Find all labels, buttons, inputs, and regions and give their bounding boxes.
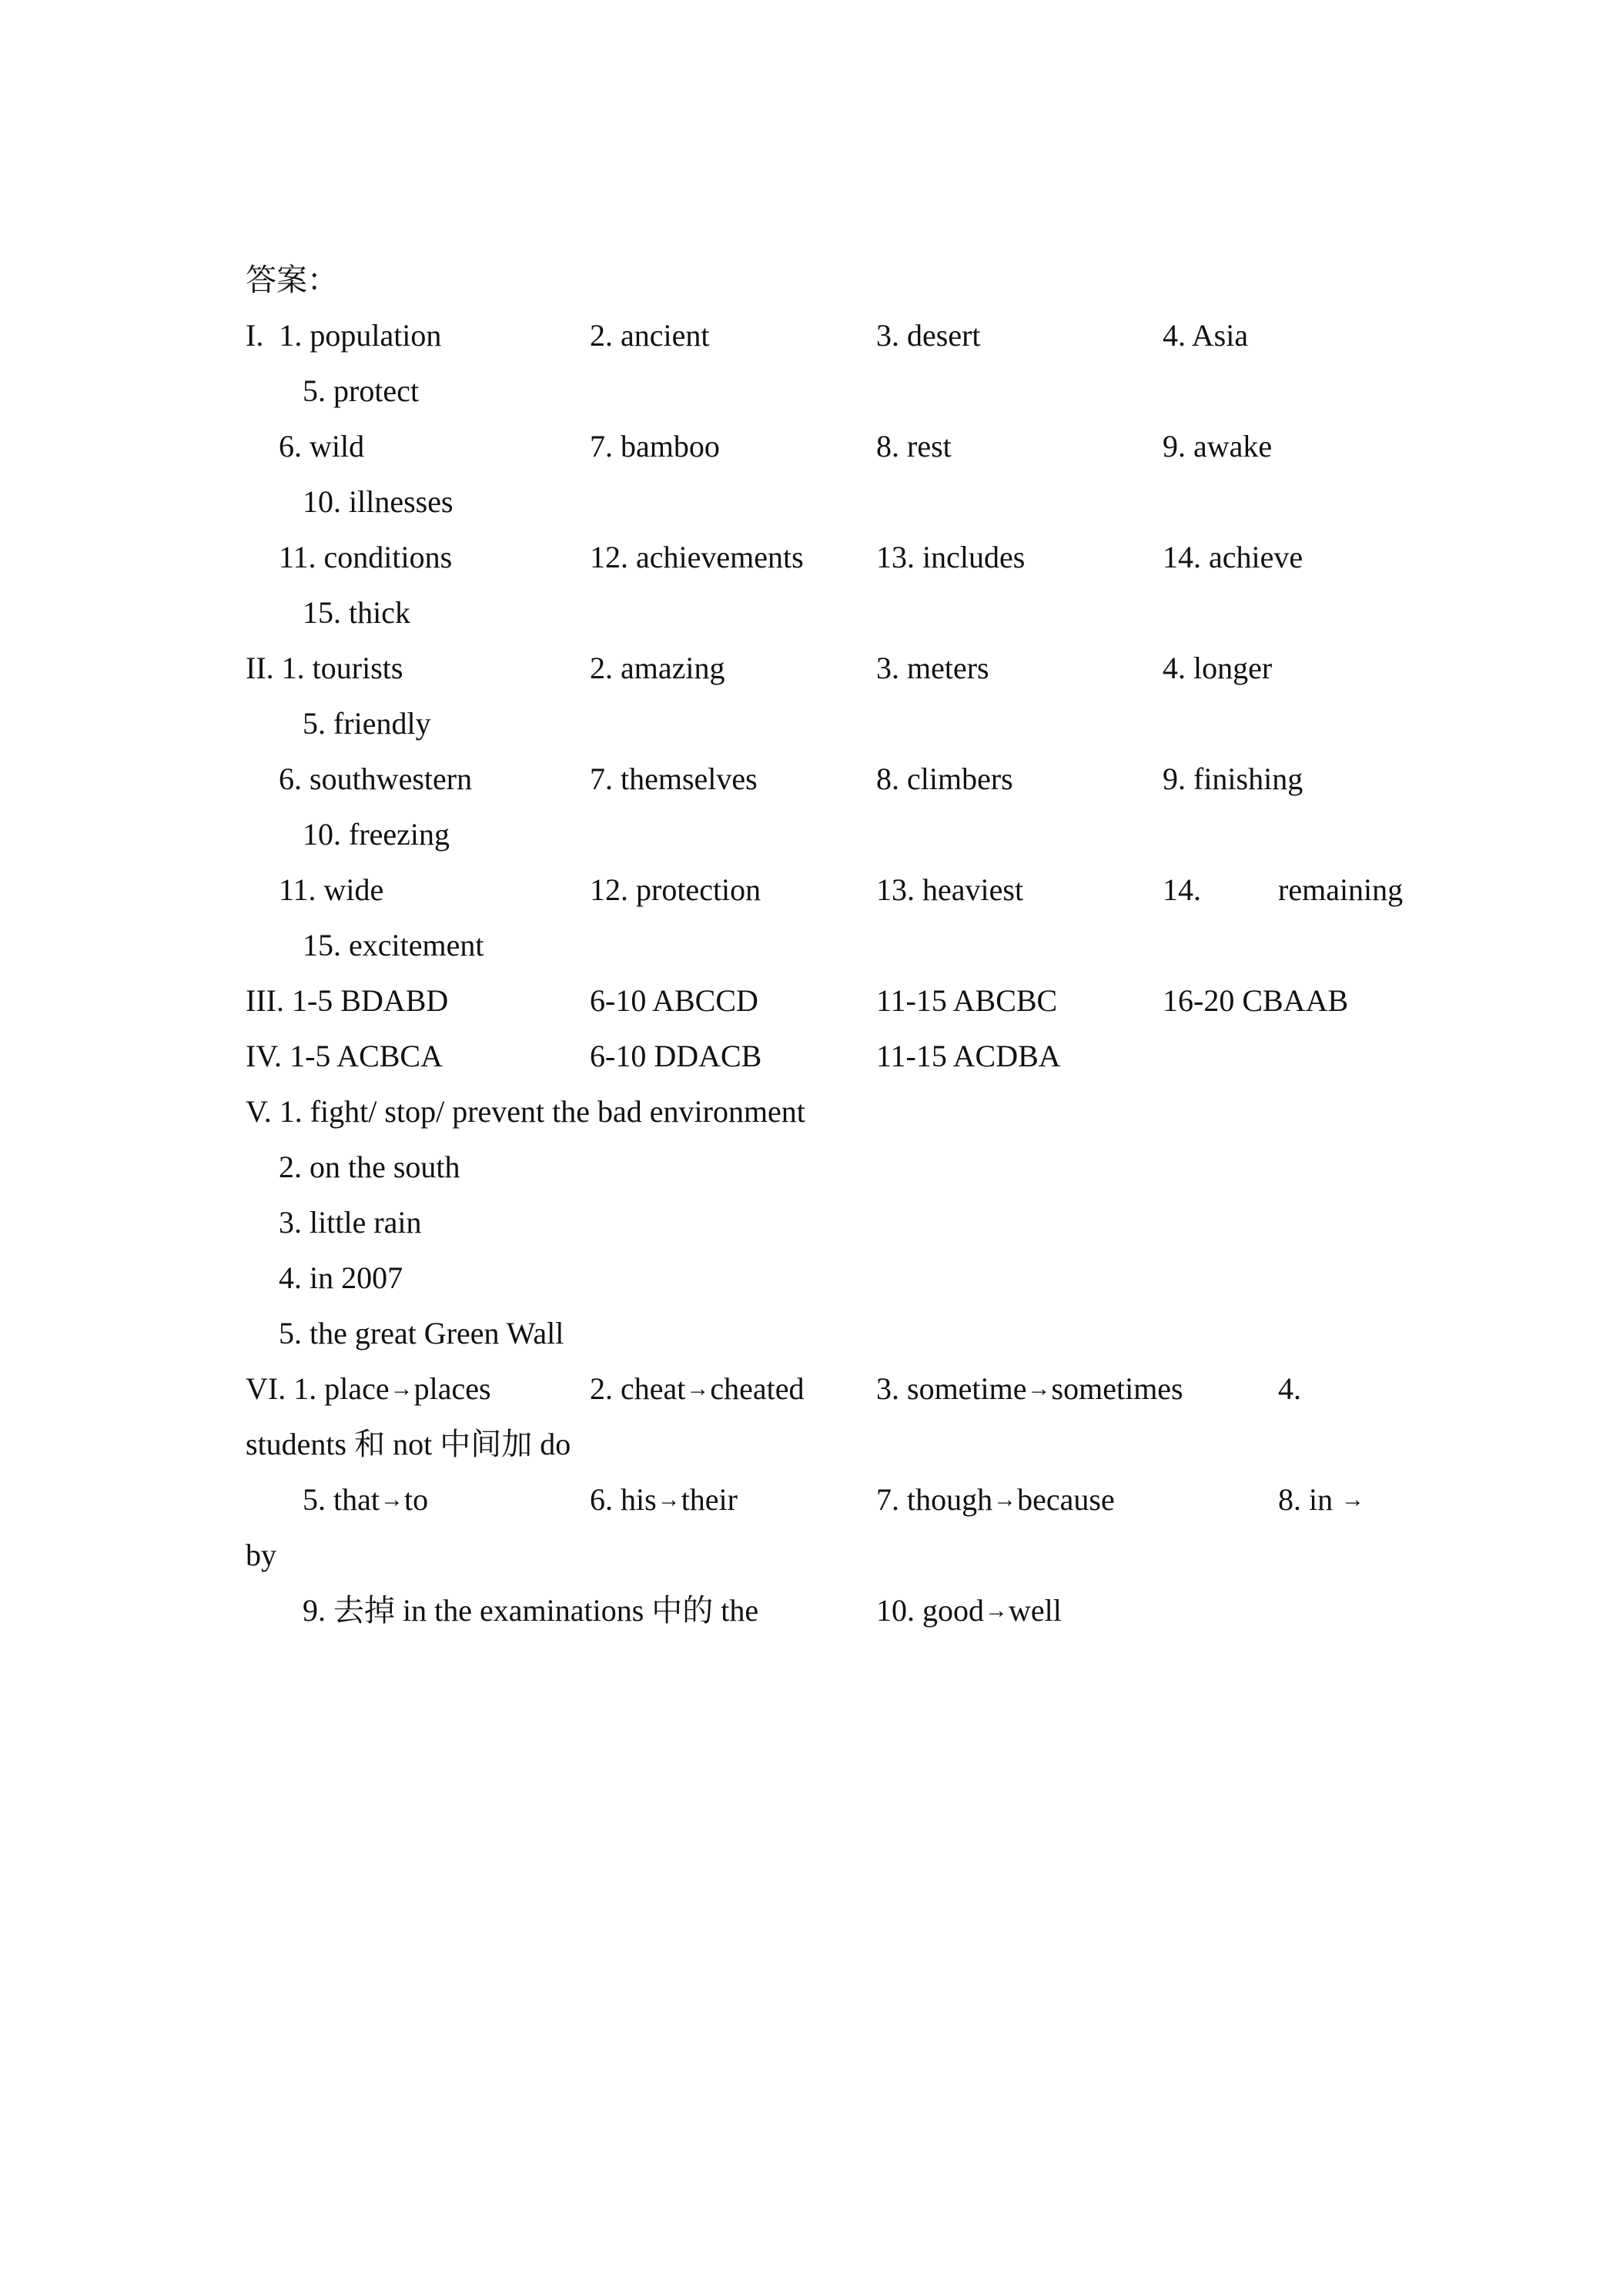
correction-item: 9. 去掉 in the examinations 中的 the [303,1593,759,1628]
answer-item: 3. meters [876,651,989,685]
correction-to: by [246,1538,276,1572]
answer-item: 2. amazing [590,651,725,685]
answer-item: 1-5 BDABD [291,983,449,1018]
answer-item: 1. tourists [281,651,403,685]
correction-item [876,1594,1062,1631]
correction-to: cheated [710,1371,805,1406]
answer-heading: 答案： [246,263,338,297]
answer-item: 11-15 ACDBA [876,1039,1061,1073]
answer-item: 10. illnesses [303,484,453,519]
answer-item: 7. themselves [590,761,758,796]
correction-to: to [403,1482,429,1517]
arrow-right-icon: → [390,1376,413,1401]
answer-item: 9. awake [1163,429,1273,464]
answer-item: 1-5 ACBCA [289,1039,443,1073]
correction-item [1278,1483,1365,1520]
section-4-row [246,1039,443,1073]
answer-item: 6-10 DDACB [590,1039,762,1073]
correction-item [876,1372,1183,1409]
arrow-right-icon: → [380,1487,403,1512]
correction-to: sometimes [1051,1371,1183,1406]
arrow-right-icon: → [657,1487,681,1512]
arrow-right-icon: → [1027,1376,1051,1401]
section-5-row-1 [246,1095,805,1129]
answer-item: remaining [1278,872,1404,907]
section-6-label: VI. [246,1371,286,1406]
correction-to: their [681,1482,738,1517]
correction-item [590,1483,738,1520]
answer-item: 16-20 CBAAB [1163,983,1349,1018]
arrow-right-icon: → [993,1487,1017,1512]
section-3-label: III. [246,983,284,1018]
answer-item: 13. heaviest [876,872,1024,907]
correction-from: 8. in [1278,1482,1334,1517]
answer-item: 12. achievements [590,540,804,574]
section-1-row-1 [246,319,441,353]
correction-from: 5. that [303,1482,380,1517]
section-3-row [246,984,448,1018]
answer-item: 6-10 ABCCD [590,983,758,1018]
correction-item-number: 4. [1278,1371,1301,1406]
section-6-row-1 [246,1372,491,1409]
answer-item: 6. wild [279,429,365,464]
answer-item: 6. southwestern [279,761,473,796]
correction-from: 10. good [876,1593,984,1628]
correction-item [293,1371,490,1406]
correction-item [590,1372,805,1409]
answer-item: 11-15 ABCBC [876,983,1058,1018]
correction-from: 2. cheat [590,1371,686,1406]
answer-item: 14. achieve [1163,540,1303,574]
correction-item [303,1483,428,1520]
section-1-label: I. [246,318,264,353]
answer-item: 4. longer [1163,651,1273,685]
answer-item: 5. protect [303,373,420,408]
section-2-label: II. [246,651,274,685]
correction-to: because [1017,1482,1115,1517]
answer-item: 5. the great Green Wall [279,1316,564,1350]
answer-item: 3. desert [876,318,981,353]
correction-from: 1. place [293,1371,390,1406]
answer-item-number: 14. [1163,872,1201,907]
answer-item: 11. wide [279,872,384,907]
answer-item: 10. freezing [303,817,450,852]
arrow-right-icon: → [1341,1487,1365,1512]
section-2-row-1 [246,651,403,685]
correction-item: students 和 not 中间加 do [246,1427,571,1461]
arrow-right-icon: → [686,1376,710,1401]
answer-item: 15. excitement [303,928,484,962]
correction-from: 6. his [590,1482,657,1517]
answer-item: 8. rest [876,429,952,464]
section-5-label: V. [246,1094,272,1129]
answer-item: 2. ancient [590,318,710,353]
answer-item: 9. finishing [1163,761,1303,796]
correction-from: 7. though [876,1482,993,1517]
answer-item: 15. thick [303,595,410,630]
correction-item [876,1483,1115,1520]
answer-item: 13. includes [876,540,1026,574]
answer-item: 2. on the south [279,1150,460,1184]
answer-item: 1. fight/ stop/ prevent the bad environment [279,1094,805,1129]
correction-from: 3. sometime [876,1371,1027,1406]
correction-to: well [1009,1593,1062,1628]
answer-item: 4. Asia [1163,318,1249,353]
answer-item: 8. climbers [876,761,1013,796]
arrow-right-icon: → [985,1598,1008,1623]
section-4-label: IV. [246,1039,283,1073]
answer-item: 11. conditions [279,540,453,574]
answer-item: 3. little rain [279,1205,422,1240]
answer-item: 7. bamboo [590,429,720,464]
answer-item: 1. population [279,318,442,353]
correction-to: places [413,1371,491,1406]
answer-item: 5. friendly [303,706,431,741]
answer-item: 4. in 2007 [279,1260,403,1295]
answer-item: 12. protection [590,872,761,907]
